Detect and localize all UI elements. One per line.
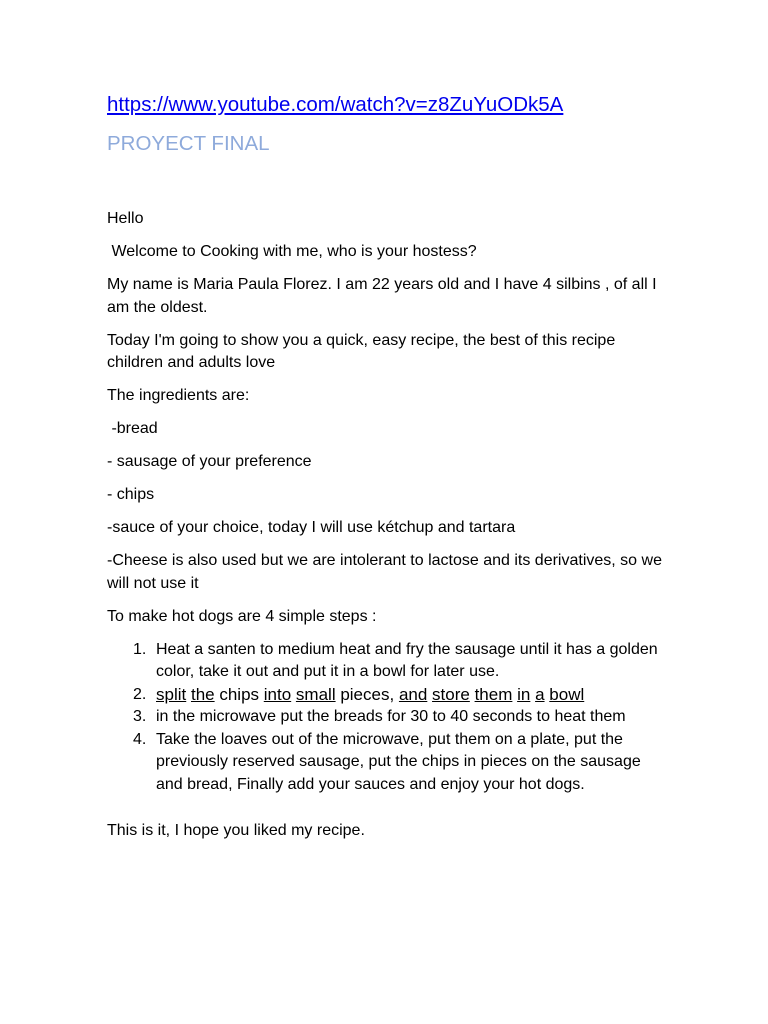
step-number: 1. (133, 640, 147, 658)
step-number: 2. (133, 685, 147, 703)
paragraph-intro: My name is Maria Paula Florez. I am 22 years old and I have 4 silbins , of all I am the oldest. (107, 276, 657, 316)
paragraph-hello: Hello (107, 210, 144, 227)
step-item (107, 706, 667, 729)
step-word: split (156, 684, 187, 704)
step-item (107, 684, 667, 707)
step-word: them (474, 684, 513, 704)
paragraph-welcome: Welcome to Cooking with me, who is your hostess? (107, 243, 477, 260)
step-text: Heat a santen to medium heat and fry the sausage until it has a golden color, take it out and put it in a bowl for later use. (156, 640, 658, 680)
step-number: 4. (133, 730, 147, 748)
paragraph-today: Today I'm going to show you a quick, easy recipe, the best of this recipe children and adults love (107, 331, 616, 371)
step-number: 3. (133, 708, 147, 725)
ingredient-sauce: -sauce of your choice, today I will use kétchup and tartara (107, 519, 516, 536)
document-title: PROYECT FINAL (107, 132, 270, 155)
step-word: store (432, 684, 470, 704)
step-word: and (398, 684, 428, 704)
step-word: small (295, 684, 336, 704)
step-item (107, 639, 667, 684)
steps-list (107, 639, 667, 797)
document-body (107, 208, 667, 853)
youtube-link[interactable]: https://www.youtube.com/watch?v=z8ZuYuODk5A (107, 93, 564, 116)
ingredient-chips: - chips (107, 486, 155, 503)
step-word: bowl (549, 684, 585, 704)
step-item (107, 729, 667, 797)
step-word: pieces, (340, 684, 395, 704)
steps-heading: To make hot dogs are 4 simple steps : (107, 607, 377, 625)
step-text: in the microwave put the breads for 30 to 40 seconds to heat them (156, 708, 626, 725)
step-word: in (517, 684, 531, 704)
step-text (156, 685, 584, 704)
ingredient-bread: -bread (107, 420, 158, 437)
ingredient-sausage: - sausage of your preference (107, 453, 312, 470)
step-text: Take the loaves out of the microwave, put them on a plate, put the previously reserved sausage, put the chips in pieces on the sausage and bread, Finally add your sauces and enjoy your hot dogs. (156, 730, 641, 793)
step-word: a (535, 684, 545, 704)
ingredients-heading: The ingredients are: (107, 387, 250, 404)
ingredient-cheese: -Cheese is also used but we are intolerant to lactose and its derivatives, so we will not use it (107, 552, 662, 592)
step-word: chips (219, 684, 260, 704)
step-word: into (263, 684, 292, 704)
step-word: the (190, 684, 215, 704)
paragraph-closing: This is it, I hope you liked my recipe. (107, 822, 365, 839)
